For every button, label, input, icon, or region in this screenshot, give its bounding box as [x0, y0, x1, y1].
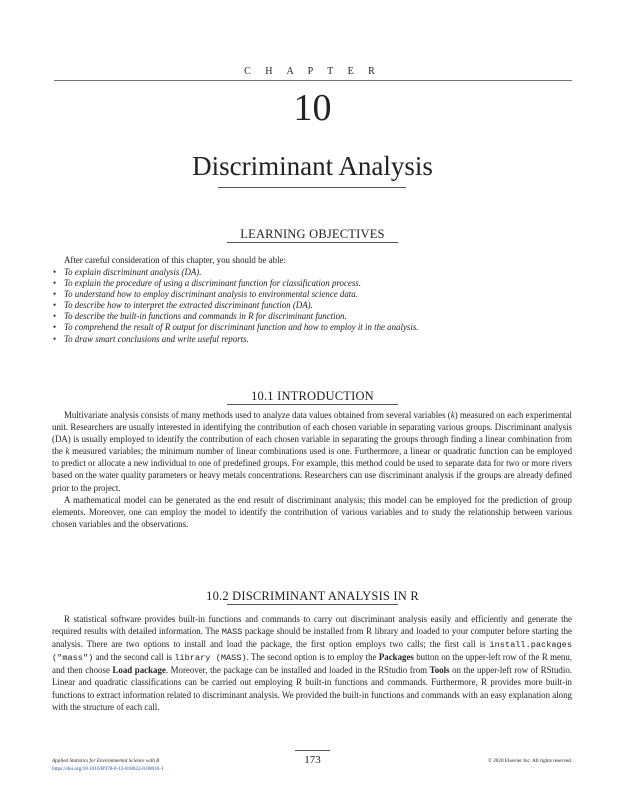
- section-heading-introduction: 10.1 INTRODUCTION: [251, 389, 374, 403]
- da-in-r-body: [52, 613, 572, 713]
- footer-citation: [52, 757, 164, 774]
- section-heading-da-in-r: 10.2 DISCRIMINANT ANALYSIS IN R: [206, 589, 419, 603]
- copyright: © 2020 Elsevier Inc. All rights reserved.: [487, 758, 572, 764]
- chapter-label: C H A P T E R: [244, 66, 381, 77]
- book-title: Applied Statistics for Environmental Science with R: [52, 758, 160, 764]
- doi-link[interactable]: https://doi.org/10.1016/B978-0-12-818622-0.00010-1: [52, 766, 164, 773]
- section-rule: [227, 404, 398, 405]
- objectives-heading: LEARNING OBJECTIVES: [240, 227, 385, 241]
- footer-rule: [295, 750, 330, 751]
- title-rule: [218, 187, 406, 188]
- objective-item: • To explain discriminant analysis (DA).: [52, 267, 572, 278]
- page-number: 173: [304, 754, 321, 766]
- section-rule: [227, 604, 398, 605]
- objective-item: • To draw smart conclusions and write useful reports.: [52, 334, 572, 345]
- introduction-body: [52, 409, 572, 530]
- chapter-number: 10: [293, 87, 332, 129]
- objective-item: • To explain the procedure of using a discriminant function for classification process.: [52, 278, 572, 289]
- objectives-list: [52, 267, 572, 345]
- objectives-intro: After careful consideration of this chapter, you should be able:: [64, 255, 286, 265]
- paragraph: A mathematical model can be generated as the end result of discriminant analysis; this model can be employed for the prediction of group elements. Moreover, one can employ the model to identify the contribution of various variables and to study the relationship between various chosen variables and the observations.: [52, 494, 572, 529]
- objective-item: • To describe the built-in functions and commands in R for discriminant function.: [52, 311, 572, 322]
- objective-item: • To understand how to employ discriminant analysis to environmental science data.: [52, 289, 572, 300]
- paragraph: R statistical software provides built-in functions and commands to carry out discriminant analysis easily and efficiently and generate the required results with detailed information. The MASS package should be installed from R library and loaded to your computer before starting the analysis. There are two options to install and load the package, the first option employs two calls; the first call is install.packages ("mass") and the second call is library (MASS). The second option is to employ the Packages button on the upper-left row of the R menu, and then choose Load package. Moreover, the package can be installed and loaded in the RStudio from Tools on the upper-left row of RStudio. Linear and quadratic classifications can be carried out employing R built-in functions and commands. Furthermore, R provides more built-in functions to extract information related to discriminant analysis. We provided the built-in functions and commands with an easy explanation along with the structure of each call.: [52, 614, 573, 712]
- header-rule: [54, 80, 572, 81]
- objective-item: • To describe how to interpret the extracted discriminant function (DA).: [52, 300, 572, 311]
- chapter-title: Discriminant Analysis: [192, 151, 433, 181]
- paragraph: Multivariate analysis consists of many methods used to analyze data values obtained from several variables (k) measured on each experimental unit. Researchers are usually interested in identifying the contribution of each chosen variable in separating various groups. Discriminant analysis (DA) is usually employed to identify the contribution of each chosen variable in separating the groups through finding a linear combination from the k measured variables; the minimum number of linear combinations used is one. Furthermore, a linear or quadratic function can be employed to predict or allocate a new individual to one of predefined groups. For example, this method could be used to separate data for two or more rivers based on the water quality parameters or heavy metals concentrations. Researchers can use discriminant analysis if the groups are already defined prior to the project.: [52, 410, 573, 493]
- objective-item: • To comprehend the result of R output for discriminant function and how to employ it in the analysis.: [52, 322, 572, 333]
- objectives-rule: [227, 242, 398, 243]
